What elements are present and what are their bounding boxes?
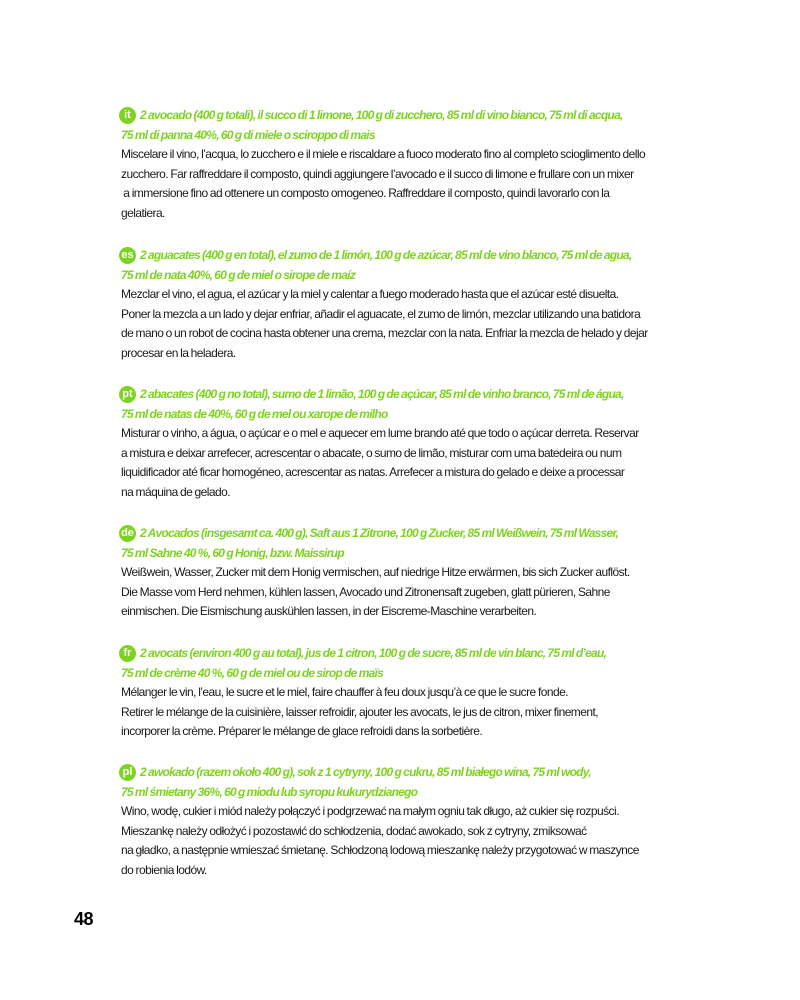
instructions-line: incorporer la crème. Préparer le mélange de glace refroidi dans la sorbetière. [121, 724, 483, 739]
ingredients-line: 2 Avocados (insgesamt ca. 400 g), Saft aus 1 Zitrone, 100 g Zucker, 85 ml Weißwein, 75 ml Wasser, [140, 526, 619, 540]
instructions-line: zucchero. Far raffreddare il composto, quindi aggiungere l’avocado e il succo di limone e frullare con un mixer [121, 166, 634, 181]
recipe-section-es [121, 246, 711, 364]
ingredients-line: 2 abacates (400 g no total), sumo de 1 limão, 100 g de açúcar, 85 ml de vinho branco, 75 ml de água, [140, 387, 624, 401]
recipe-section-it [121, 106, 711, 224]
recipe-section-fr [121, 644, 711, 742]
ingredients-line: 75 ml Sahne 40 %, 60 g Honig, bzw. Maissirup [121, 545, 344, 560]
ingredients-line: 75 ml di panna 40%, 60 g di miele o sciroppo di mais [121, 127, 375, 142]
ingredients-line: 2 aguacates (400 g en total), el zumo de 1 limón, 100 g de azúcar, 85 ml de vino blanco, 75 ml de agua, [140, 248, 632, 262]
ingredients-line: 2 avocado (400 g totali), il succo di 1 limone, 100 g di zucchero, 85 ml di vino bianco, 75 ml di acqua, [140, 108, 623, 122]
recipe-section-de [121, 524, 711, 622]
ingredients-line: 2 avocats (environ 400 g au total), jus de 1 citron, 100 g de sucre, 85 ml de vin blanc, 75 ml d’eau, [140, 646, 607, 660]
ingredients-line: 2 awokado (razem około 400 g), sok z 1 cytryny, 100 g cukru, 85 ml białego wina, 75 ml wody, [140, 765, 591, 779]
instructions-line: liquidificador até ficar homogéneo, acrescentar as natas. Arrefecer a mistura do gelado e deixe a processar [121, 465, 625, 480]
instructions-line: na máquina de gelado. [121, 485, 231, 500]
ingredients-fr [121, 644, 711, 683]
ingredients-line: 75 ml de crème 40 %, 60 g de miel ou de sirop de maïs [121, 665, 384, 680]
instructions-line: gelatiera. [121, 206, 165, 221]
page-number: 48 [74, 909, 94, 929]
instructions-fr [121, 683, 711, 742]
instructions-es [121, 285, 711, 364]
language-badge-es: es [119, 247, 136, 264]
language-badge-pt: pt [119, 386, 136, 403]
instructions-pt [121, 424, 711, 503]
ingredients-pt [121, 385, 711, 424]
ingredients-line: 75 ml śmietany 36%, 60 g miodu lub syropu kukurydzianego [121, 784, 418, 799]
ingredients-de [121, 524, 711, 563]
language-badge-de: de [119, 525, 136, 542]
language-badge-fr: fr [119, 645, 136, 662]
ingredients-line: 75 ml de nata 40%, 60 g de miel o sirope de maíz [121, 267, 356, 282]
instructions-line: Poner la mezcla a un lado y dejar enfriar, añadir el aguacate, el zumo de limón, mezclar utilizando una batidora [121, 306, 641, 321]
instructions-line: a immersione fino ad ottenere un composto omogeneo. Raffreddare il composto, quindi lavorarlo con la [121, 186, 610, 201]
instructions-line: Weißwein, Wasser, Zucker mit dem Honig vermischen, auf niedrige Hitze erwärmen, bis sich Zucker auflöst. [121, 565, 630, 579]
instructions-de [121, 563, 711, 622]
ingredients-es [121, 246, 711, 285]
recipe-section-pl [121, 763, 711, 881]
instructions-line: Mieszankę należy odłożyć i pozostawić do schłodzenia, dodać awokado, sok z cytryny, zmiksować [121, 823, 587, 838]
instructions-line: Die Masse vom Herd nehmen, kühlen lassen, Avocado und Zitronensaft zugeben, glatt pürieren, Sahne [121, 584, 610, 599]
instructions-line: Misturar o vinho, a água, o açúcar e o mel e aquecer em lume brando até que todo o açúcar derreta. Reservar [121, 426, 639, 440]
instructions-line: einmischen. Die Eismischung auskühlen lassen, in der Eiscreme-Maschine verarbeiten. [121, 604, 537, 619]
language-badge-it: it [119, 107, 136, 124]
instructions-line: Miscelare il vino, l’acqua, lo zucchero e il miele e riscaldare a fuoco moderato fino al completo scioglimento dello [121, 147, 646, 161]
instructions-line: de mano o un robot de cocina hasta obtener una crema, mezclar con la nata. Enfriar la mezcla de helado y dejar [121, 326, 648, 341]
instructions-line: procesar en la heladera. [121, 346, 236, 361]
instructions-line: na gładko, a następnie wmieszać śmietanę. Schłodzoną lodową mieszankę należy przygotować w maszynce [121, 843, 639, 858]
instructions-it [121, 145, 711, 224]
recipe-section-pt [121, 385, 711, 503]
instructions-pl [121, 802, 711, 881]
instructions-line: Retirer le mélange de la cuisinière, laisser refroidir, ajouter les avocats, le jus de citron, mixer finement, [121, 704, 599, 719]
ingredients-pl [121, 763, 711, 802]
instructions-line: do robienia lodów. [121, 863, 207, 878]
instructions-line: Mélanger le vin, l’eau, le sucre et le miel, faire chauffer à feu doux jusqu’à ce que le sucre fonde. [121, 685, 569, 699]
ingredients-line: 75 ml de natas de 40%, 60 g de mel ou xarope de milho [121, 406, 388, 421]
instructions-line: a mistura e deixar arrefecer, acrescentar o abacate, o sumo de limão, misturar com uma batedeira ou num [121, 445, 622, 460]
ingredients-it [121, 106, 711, 145]
language-badge-pl: pl [119, 764, 136, 781]
instructions-line: Wino, wodę, cukier i miód należy połączyć i podgrzewać na małym ogniu tak długo, aż cukier się rozpuści. [121, 804, 619, 818]
instructions-line: Mezclar el vino, el agua, el azúcar y la miel y calentar a fuego moderado hasta que el azúcar esté disuelta. [121, 287, 619, 301]
